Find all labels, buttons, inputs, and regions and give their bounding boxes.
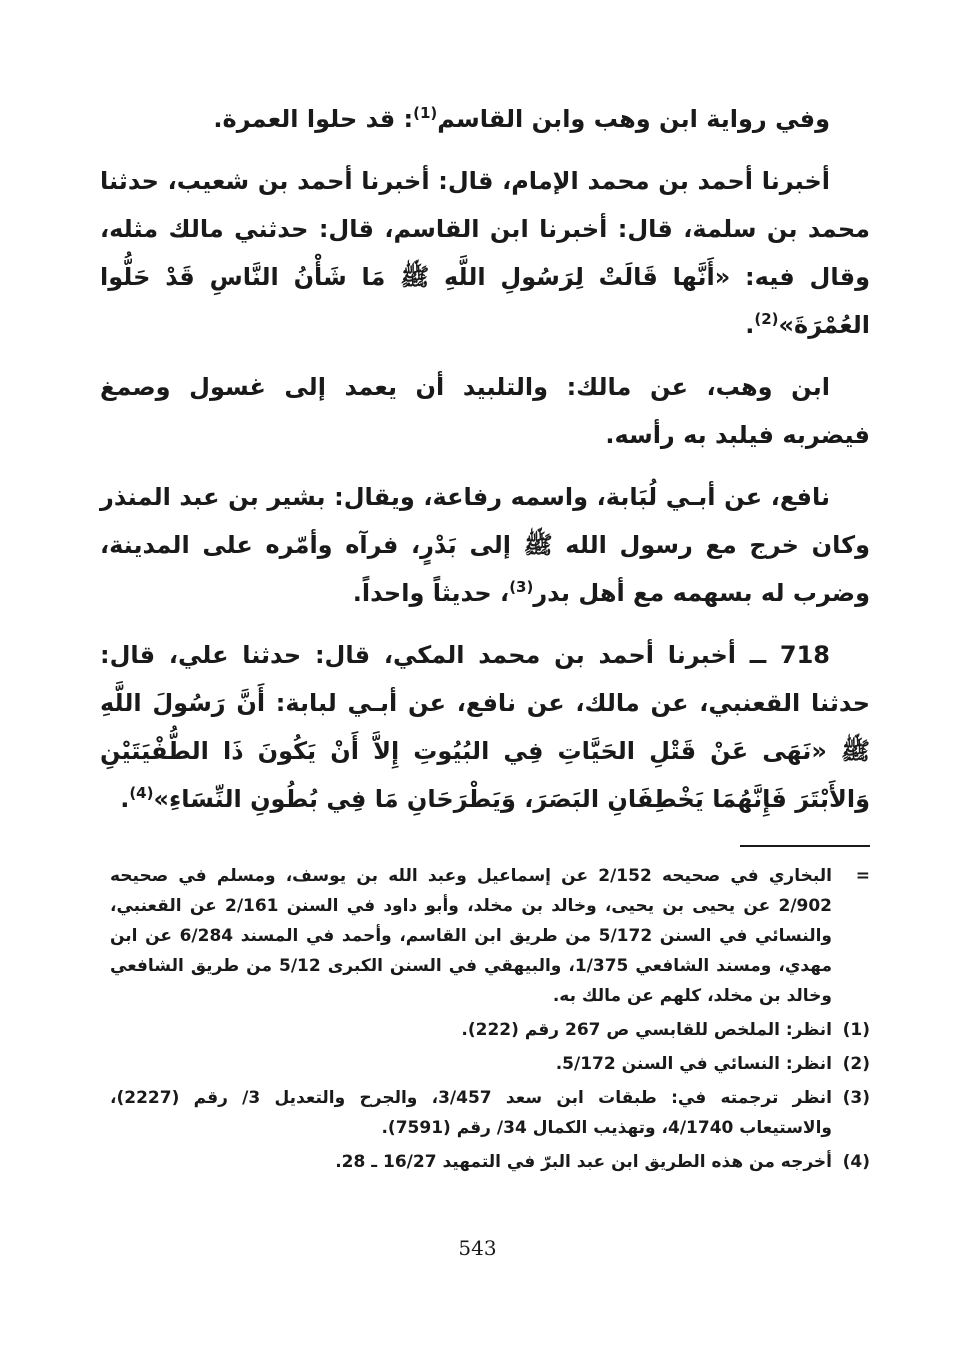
paragraph-4-text: نافع، عن أبـي لُبَابة، واسمه رفاعة، ويقال: بشير بن عبد المنذر وكان خرج مع رسول الله ﷺ إلى بَدْرٍ، فرآه وأمّره على المدينة، وضرب له بسهمه مع أهل بدر xyxy=(100,483,870,607)
footnote-1 xyxy=(110,1015,870,1045)
footnote-continued xyxy=(110,861,870,1011)
footnote-mark: (1) xyxy=(842,1020,870,1040)
footnote-text: البخاري في صحيحه 2/152 عن إسماعيل وعبد الله بن يوسف، ومسلم في صحيحه 2/902 عن يحيى بن يحيى، وخالد بن مخلد، وأبو داود في السنن 2/161 عن القعنبي، والنسائي في السنن 5/172 من طريق ابن القاسم، وأحمد في المسند 6/284 عن ابن مهدي، ومسند الشافعي 1/375، والبيهقي في السنن الكبرى 5/12 من طريق الشافعي وخالد بن مخلد، كلهم عن مالك به. xyxy=(110,866,833,1006)
footnote-ref-2[interactable]: (2) xyxy=(754,310,779,328)
footnotes-section xyxy=(110,845,870,1181)
paragraph-1-tail: : قد حلوا العمرة. xyxy=(213,105,414,133)
footnote-ref-3[interactable]: (3) xyxy=(509,578,534,596)
paragraph-2-text: أخبرنا أحمد بن محمد الإمام، قال: أخبرنا أحمد بن شعيب، حدثنا محمد بن سلمة، قال: أخبرنا ابن القاسم، قال: حدثني مالك مثله، وقال فيه: «أَنَّها قَالَتْ لِرَسُولِ اللَّهِ ﷺ مَا شَأْنُ النَّاسِ قَدْ حَلُّوا العُمْرَةَ» xyxy=(100,167,870,339)
paragraph-5 xyxy=(100,631,870,823)
paragraph-5-tail: . xyxy=(120,785,130,813)
footnote-mark: (4) xyxy=(842,1152,870,1172)
footnote-4 xyxy=(110,1147,870,1177)
footnote-2 xyxy=(110,1049,870,1079)
main-text xyxy=(100,95,870,837)
footnote-text: انظر: النسائي في السنن 5/172. xyxy=(555,1054,832,1074)
footnote-ref-1[interactable]: (1) xyxy=(413,104,438,122)
paragraph-2-tail: . xyxy=(745,311,755,339)
footnote-text: أخرجه من هذه الطريق ابن عبد البرّ في التمهيد 16/27 ـ 28. xyxy=(335,1152,832,1172)
paragraph-3 xyxy=(100,363,870,459)
footnote-3 xyxy=(110,1083,870,1143)
footnote-text: انظر: الملخص للقابسي ص 267 رقم (222). xyxy=(461,1020,832,1040)
footnote-separator xyxy=(740,845,870,847)
footnote-mark: (3) xyxy=(842,1088,870,1108)
paragraph-2 xyxy=(100,157,870,349)
footnote-ref-4[interactable]: (4) xyxy=(129,784,154,802)
paragraph-4-tail: ، حديثاً واحداً. xyxy=(352,579,510,607)
hadith-number: 718 xyxy=(779,641,830,669)
paragraph-5-text: ــ أخبرنا أحمد بن محمد المكي، قال: حدثنا علي، قال: حدثنا القعنبي، عن مالك، عن نافع، عن أبـي لبابة: أَنَّ رَسُولَ اللَّهِ ﷺ «نَهَى عَنْ قَتْلِ الحَيَّاتِ فِي البُيُوتِ إِلاَّ أَنْ يَكُونَ ذَا الطُّفْيَتَيْنِ وَالأَبْتَرَ فَإِنَّهُمَا يَخْطِفَانِ البَصَرَ، وَيَطْرَحَانِ مَا فِي بُطُونِ النِّسَاءِ» xyxy=(100,641,870,813)
footnote-mark: = xyxy=(855,866,870,886)
paragraph-1-text: وفي رواية ابن وهب وابن القاسم xyxy=(437,105,830,133)
footnote-text: انظر ترجمته في: طبقات ابن سعد 3/457، والجرح والتعديل 3/ رقم (2227)، والاستيعاب 4/1740، وتهذيب الكمال 34/ رقم (7591). xyxy=(110,1088,832,1138)
paragraph-3-text: ابن وهب، عن مالك: والتلبيد أن يعمد إلى غسول وصمغ فيضربه فيلبد به رأسه. xyxy=(100,373,870,449)
footnote-mark: (2) xyxy=(842,1054,870,1074)
paragraph-4 xyxy=(100,473,870,617)
page-number: 543 xyxy=(458,1236,497,1260)
paragraph-1 xyxy=(100,95,870,143)
